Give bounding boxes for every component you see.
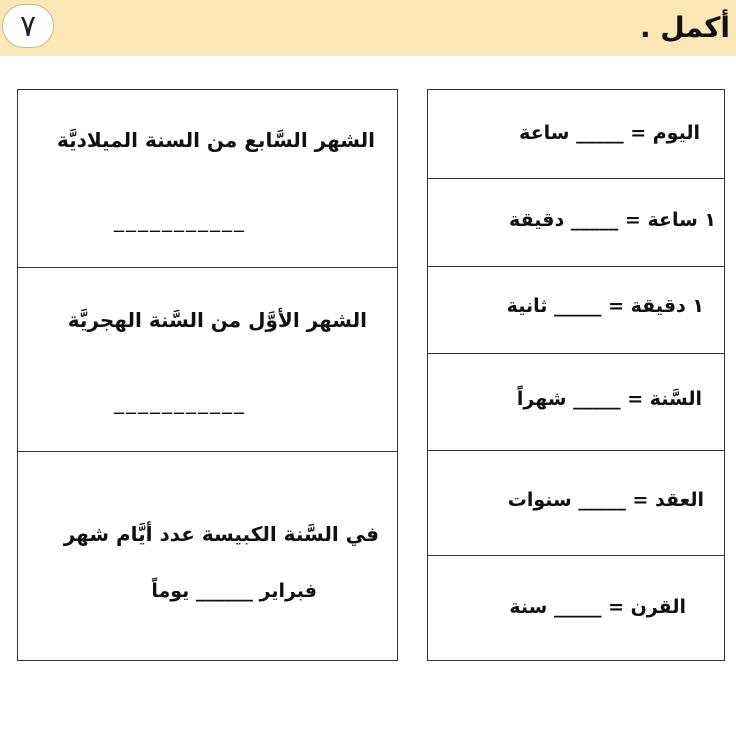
question-cell-2	[18, 268, 397, 452]
answer-blank[interactable]: ___________	[114, 390, 246, 414]
question-cell-1	[18, 90, 397, 268]
question-text: الشهر الأوَّل من السَّنة الهجريَّة	[67, 308, 367, 332]
equation-cell-6	[428, 556, 724, 662]
question-text: في السَّنة الكبيسة عدد أيَّام شهر	[63, 522, 379, 546]
question-line-2[interactable]: فبراير ______ يوماً	[151, 580, 317, 602]
equation-text[interactable]: السَّنة = _____ شهراً	[516, 388, 702, 410]
equation-cell-3	[428, 267, 724, 354]
answer-blank[interactable]: ___________	[114, 208, 246, 232]
question-number-badge	[2, 4, 54, 48]
equation-cell-1	[428, 90, 724, 179]
equation-cell-2	[428, 179, 724, 267]
instruction-title: أكمل .	[639, 11, 730, 44]
equation-cell-5	[428, 451, 724, 556]
equation-text[interactable]: ١ دقيقة = _____ ثانية	[506, 295, 704, 317]
left-questions-box	[17, 89, 398, 661]
question-number: ٧	[19, 8, 37, 44]
equation-cell-4	[428, 354, 724, 451]
equation-text[interactable]: ١ ساعة = _____ دقيقة	[509, 209, 716, 231]
equation-text[interactable]: اليوم = _____ ساعة	[519, 122, 700, 144]
header-bar	[0, 0, 736, 56]
question-cell-3	[18, 452, 397, 662]
question-text: الشهر السَّابع من السنة الميلاديَّة	[56, 128, 375, 152]
right-equations-box	[427, 89, 725, 661]
equation-text[interactable]: القرن = _____ سنة	[509, 596, 686, 618]
equation-text[interactable]: العقد = _____ سنوات	[507, 489, 704, 511]
